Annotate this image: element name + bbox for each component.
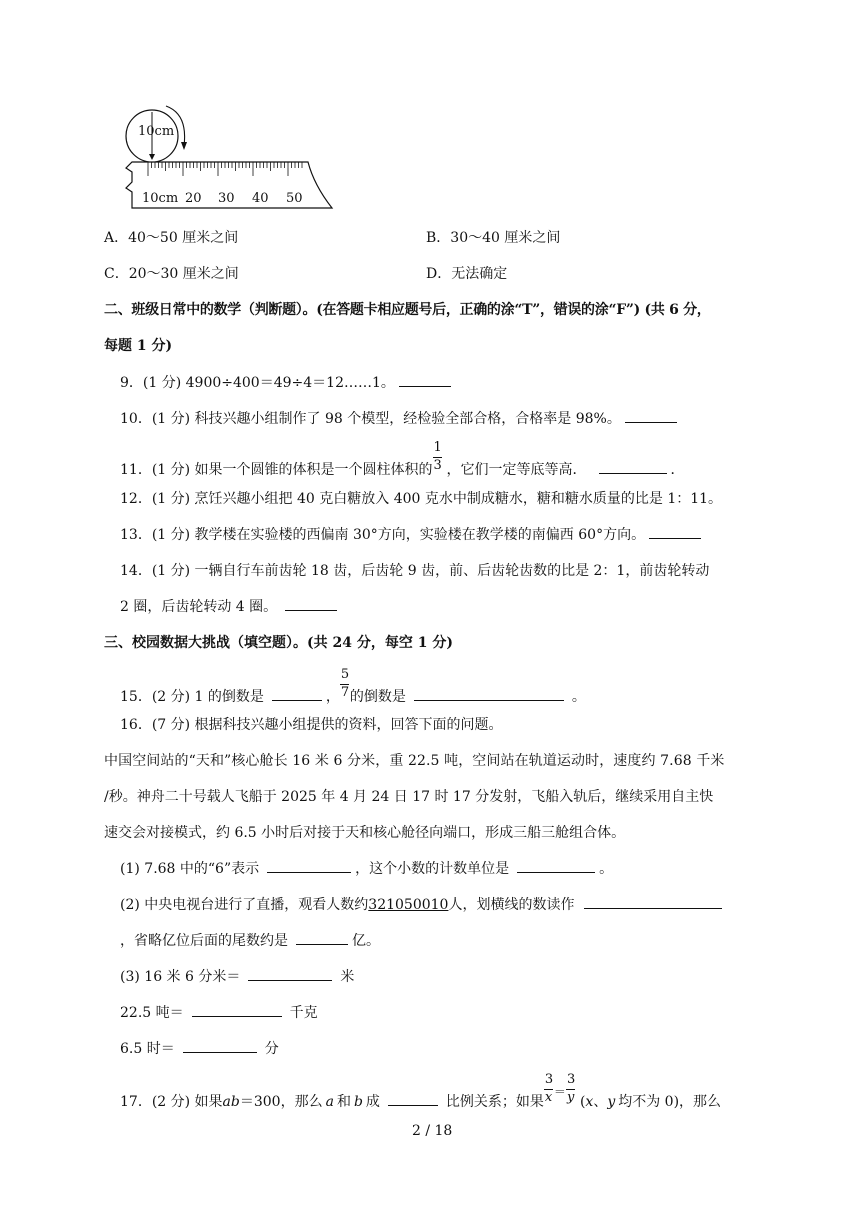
answer-blank[interactable] [649,526,701,539]
circle-ruler-figure [118,100,340,218]
answer-blank[interactable] [285,598,337,611]
option-a: A．40～50 厘米之间 [104,230,239,246]
question-16-3c: 6.5 时＝ 分 [120,1041,279,1057]
ruler-tick-label: 50 [286,191,303,206]
passage-line: 中国空间站的“天和”核心舱长 16 米 6 分米，重 22.5 吨，空间站在轨道运动时，速度约 7.68 千米 [104,753,725,769]
underlined-number: 321050010 [368,897,449,913]
answer-blank[interactable] [399,374,451,387]
option-c: C．20～30 厘米之间 [104,266,239,282]
question-10: 10．(1 分) 科技兴趣小组制作了 98 个模型，经检验全部合格，合格率是 98%。 [120,408,681,428]
answer-blank[interactable] [248,968,332,981]
section-3-title: 三、校园数据大挑战（填空题）。(共 24 分，每空 1 分) [104,635,453,651]
answer-blank[interactable] [388,1093,438,1106]
question-16-3a: (3) 16 米 6 分米＝ 米 [120,969,355,985]
answer-blank[interactable] [183,1040,257,1053]
answer-blank[interactable] [296,932,348,945]
question-15: 15．(2 分) 1 的倒数是 ， $\frac{5}{7}$ 的倒数是 。 [120,667,586,705]
answer-blank[interactable] [192,1004,282,1017]
ruler-tick-label: 20 [185,191,202,206]
question-16-3b: 22.5 吨＝ 千克 [120,1005,318,1021]
ruler-tick-label: 30 [218,191,235,206]
passage-line: /秒。神舟二十号载人飞船于 2025 年 4 月 24 日 17 时 17 分发射，飞船入轨后，继续采用自主快 [104,789,714,805]
question-14-line1: 14．(1 分) 一辆自行车前齿轮 18 齿，后齿轮 9 齿，前、后齿轮齿数的比是 2：1，前齿轮转动 [120,563,710,579]
ruler-tick-label: 10cm [142,191,179,206]
question-13: 13．(1 分) 教学楼在实验楼的西偏南 30°方向，实验楼在教学楼的南偏西 60°方向。 [120,524,705,544]
section-2-title: 二、班级日常中的数学（判断题）。(在答题卡相应题号后，正确的涂“T”，错误的涂“F”) (共 6 分， [104,302,711,318]
question-16-intro: 16．(7 分) 根据科技兴趣小组提供的资料，回答下面的问题。 [120,717,503,733]
section-2-title-cont: 每题 1 分) [104,338,173,354]
ruler-tick-label: 40 [252,191,269,206]
answer-blank[interactable] [584,896,722,909]
question-17: 17．(2 分) 如果ab＝300，那么 a 和 b 成 比例关系；如果 $\frac{3}{x}$ ＝ $\frac{3}{y}$ (x、y 均不为 0)，那么 [120,1072,722,1110]
question-11: 11．(1 分) 如果一个圆锥的体积是一个圆柱体积的 $\frac{1}{3}$ ，它们一定等底等高． ． [120,440,685,478]
option-d: D．无法确定 [426,266,508,282]
fraction: $\frac{3}{x}$ [544,1072,554,1105]
option-b: B．30～40 厘米之间 [426,230,561,246]
circle-diameter-label: 10cm [138,124,175,139]
answer-blank[interactable] [625,410,677,423]
answer-blank[interactable] [517,860,595,873]
question-9: 9．(1 分) 4900÷400＝49÷4＝12……1。 [120,372,455,392]
passage-line: 速交会对接模式，约 6.5 小时后对接于天和核心舱径向端口，形成三船三舱组合体。 [104,825,626,841]
answer-blank[interactable] [599,461,667,474]
answer-blank[interactable] [414,688,564,701]
question-12: 12．(1 分) 烹饪兴趣小组把 40 克白糖放入 400 克水中制成糖水，糖和糖水质量的比是 1：11。 [120,491,723,507]
fraction: $\frac{3}{y}$ [566,1072,576,1105]
answer-blank[interactable] [267,860,351,873]
question-14-line2: 2 圈，后齿轮转动 4 圈。 [120,596,341,616]
answer-blank[interactable] [272,688,322,701]
question-16-2: (2) 中央电视台进行了直播，观看人数约321050010人，划横线的数读作 [120,894,726,914]
fraction: $\frac{1}{3}$ [433,440,442,473]
page-number: 2 / 18 [412,1123,453,1139]
question-16-1: (1) 7.68 中的“6”表示 ，这个小数的计数单位是 。 [120,861,614,877]
question-16-2-cont: ，省略亿位后面的尾数约是 亿。 [120,933,380,949]
fraction: $\frac{5}{7}$ [340,667,350,700]
